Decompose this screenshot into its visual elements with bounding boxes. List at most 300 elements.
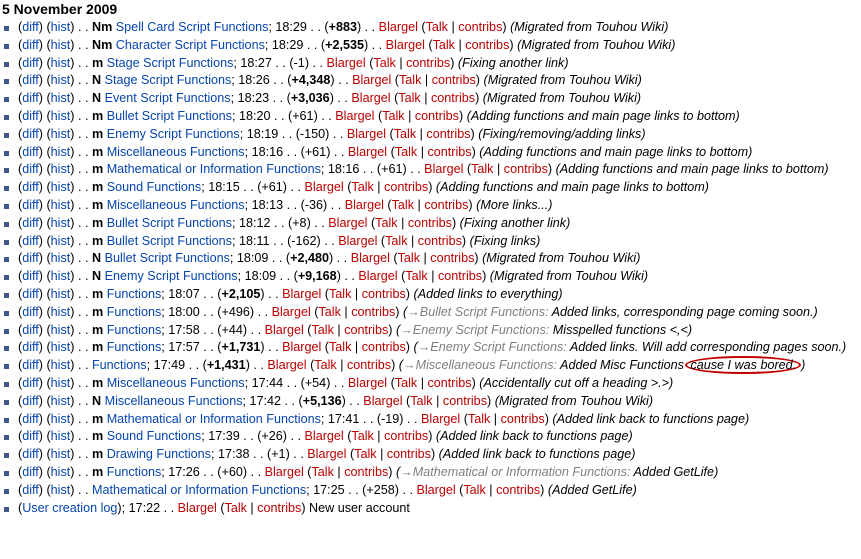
edit-flags: m bbox=[91, 286, 104, 301]
talk-link[interactable]: Talk bbox=[375, 215, 398, 230]
talk-link[interactable]: Talk bbox=[397, 251, 420, 266]
edit-time: 18:23 bbox=[237, 91, 270, 106]
edit-summary: (Added link back to functions page) bbox=[552, 411, 750, 426]
diff-link[interactable]: diff bbox=[22, 91, 39, 106]
talk-link[interactable]: Talk bbox=[394, 375, 418, 390]
contribs-link[interactable]: contribs bbox=[384, 429, 429, 444]
summary-text: Migrated from Touhou Wiki bbox=[498, 393, 649, 408]
contribs-link[interactable]: contribs bbox=[496, 482, 541, 497]
talk-link[interactable]: Talk bbox=[463, 482, 486, 497]
edit-summary: (More links...) bbox=[476, 197, 553, 212]
diff-link[interactable]: diff bbox=[22, 340, 39, 355]
contribs-link[interactable]: contribs bbox=[257, 500, 302, 515]
diff-link[interactable]: diff bbox=[22, 393, 39, 408]
section-name: Miscellaneous Functions: bbox=[415, 358, 557, 373]
hist-link[interactable]: hist bbox=[50, 393, 71, 408]
size-diff: +8 bbox=[292, 215, 307, 230]
user-link[interactable]: Blargel bbox=[271, 304, 311, 319]
page-link[interactable]: Miscellaneous Functions bbox=[106, 197, 245, 212]
user-link[interactable]: Blargel bbox=[347, 144, 388, 159]
edit-flags: m bbox=[91, 447, 104, 462]
edit-time: 17:58 bbox=[168, 322, 200, 337]
edit-flags: m bbox=[91, 464, 104, 479]
section-name: Enemy Script Functions: bbox=[430, 340, 567, 355]
diff-link[interactable]: diff bbox=[22, 269, 39, 284]
talk-link[interactable]: Talk bbox=[471, 162, 494, 177]
size-diff: +258 bbox=[366, 482, 395, 497]
contribs-link[interactable]: contribs bbox=[426, 126, 471, 141]
hist-link[interactable]: hist bbox=[50, 269, 71, 284]
change-row: (diff) (hist) . . Mathematical or Information Functions; 17:25 . . (+258) . . Blargel (Talk | contribs) (Added GetLife) bbox=[0, 482, 861, 500]
hist-link[interactable]: hist bbox=[50, 340, 71, 355]
contribs-link[interactable]: contribs bbox=[386, 447, 431, 462]
edit-time: 18:15 bbox=[208, 180, 240, 195]
contribs-link[interactable]: contribs bbox=[430, 251, 475, 266]
diff-link[interactable]: diff bbox=[22, 429, 39, 444]
user-link[interactable]: Blargel bbox=[267, 358, 307, 373]
edit-summary: (Migrated from Touhou Wiki) bbox=[482, 91, 642, 106]
edit-time: 17:22 bbox=[128, 500, 161, 515]
page-link[interactable]: Enemy Script Functions bbox=[104, 269, 238, 284]
section-arrow-link[interactable]: → bbox=[403, 358, 416, 373]
edit-flags: m bbox=[91, 55, 104, 70]
page-link[interactable]: Bullet Script Functions bbox=[104, 251, 230, 266]
hist-link[interactable]: hist bbox=[50, 73, 71, 88]
diff-link[interactable]: diff bbox=[22, 464, 39, 479]
edit-summary: (Migrated from Touhou Wiki) bbox=[510, 20, 669, 34]
user-link[interactable]: Blargel bbox=[347, 375, 388, 390]
summary-text: Migrated from Touhou Wiki bbox=[521, 37, 672, 52]
user-link[interactable]: Blargel bbox=[177, 500, 217, 515]
talk-link[interactable]: Talk bbox=[405, 269, 428, 284]
user-link[interactable]: Blargel bbox=[416, 482, 456, 497]
section-arrow-link[interactable]: → bbox=[400, 464, 413, 479]
diff-link[interactable]: diff bbox=[22, 482, 39, 497]
user-link[interactable]: Blargel bbox=[346, 126, 387, 141]
page-link[interactable]: Functions bbox=[91, 358, 147, 373]
change-row: (diff) (hist) . . m Enemy Script Functions; 18:19 . . (-150) . . Blargel (Talk | contribs) (Fixing/removing/adding links) bbox=[0, 126, 861, 144]
edit-summary: (→Enemy Script Functions: Added links. Will add corresponding pages soon.) bbox=[413, 340, 847, 355]
hist-link[interactable]: hist bbox=[50, 108, 71, 123]
diff-link[interactable]: diff bbox=[22, 20, 39, 34]
change-row: (diff) (hist) . . m Bullet Script Functions; 18:12 . . (+8) . . Blargel (Talk | contribs) (Fixing another link) bbox=[0, 215, 861, 233]
talk-link[interactable]: Talk bbox=[393, 126, 417, 141]
talk-link[interactable]: Talk bbox=[311, 322, 334, 337]
diff-link[interactable]: diff bbox=[22, 286, 39, 301]
change-row: (diff) (hist) . . m Bullet Script Functions; 18:20 . . (+61) . . Blargel (Talk | contribs) (Adding functions and main page links to bottom) bbox=[0, 108, 861, 126]
size-diff: +4,348 bbox=[291, 73, 331, 88]
size-diff: +2,105 bbox=[221, 286, 261, 301]
edit-time: 18:00 bbox=[168, 304, 200, 319]
diff-link[interactable]: diff bbox=[22, 215, 39, 230]
page-link[interactable]: Spell Card Script Functions bbox=[115, 20, 269, 34]
user-link[interactable]: Blargel bbox=[352, 73, 392, 88]
user-link[interactable]: Blargel bbox=[421, 411, 461, 426]
contribs-link[interactable]: contribs bbox=[361, 286, 406, 301]
change-row: (diff) (hist) . . m Mathematical or Information Functions; 18:16 . . (+61) . . Blargel (Talk | contribs) (Adding functions and main page links to bottom) bbox=[0, 161, 861, 179]
diff-link[interactable]: diff bbox=[22, 162, 39, 177]
user-link[interactable]: Blargel bbox=[326, 55, 366, 70]
hist-link[interactable]: hist bbox=[50, 375, 71, 390]
summary-text: Added link back to functions page bbox=[556, 411, 745, 426]
talk-link[interactable]: Talk bbox=[329, 286, 352, 301]
change-row: (diff) (hist) . . m Functions; 17:26 . . (+60) . . Blargel (Talk | contribs) (→Mathematical or Information Functions: Added GetLife) bbox=[0, 464, 861, 482]
diff-link[interactable]: diff bbox=[22, 144, 39, 159]
edit-flags: N bbox=[91, 251, 102, 266]
summary-text: Migrated from Touhou Wiki bbox=[514, 20, 665, 34]
edit-summary: (→Mathematical or Information Functions: Added GetLife) bbox=[396, 464, 719, 479]
size-diff: -19 bbox=[381, 411, 400, 426]
page-link[interactable]: Mathematical or Information Functions bbox=[106, 162, 321, 177]
summary-text: Added link back to functions page bbox=[440, 429, 629, 444]
diff-link[interactable]: diff bbox=[22, 197, 39, 212]
talk-link[interactable]: Talk bbox=[351, 429, 374, 444]
edit-flags: m bbox=[91, 340, 104, 355]
contribs-link[interactable]: contribs bbox=[458, 20, 503, 34]
diff-link[interactable]: diff bbox=[22, 55, 39, 70]
size-diff: -150 bbox=[299, 126, 326, 141]
talk-link[interactable]: Talk bbox=[467, 411, 491, 426]
edit-time: 18:29 bbox=[271, 37, 304, 52]
edit-time: 17:42 bbox=[249, 393, 282, 408]
change-row: (diff) (hist) . . m Drawing Functions; 17:38 . . (+1) . . Blargel (Talk | contribs) (Added link back to functions page) bbox=[0, 446, 861, 464]
user-link[interactable]: Blargel bbox=[328, 215, 368, 230]
hist-link[interactable]: hist bbox=[50, 126, 71, 141]
user-link[interactable]: Blargel bbox=[358, 269, 398, 284]
talk-link[interactable]: Talk bbox=[314, 358, 337, 373]
edit-time: 18:27 bbox=[240, 55, 272, 70]
contribs-link[interactable]: contribs bbox=[437, 269, 483, 284]
edit-time: 18:09 bbox=[244, 269, 277, 284]
diff-link[interactable]: diff bbox=[22, 375, 39, 390]
size-diff: +5,136 bbox=[302, 393, 342, 408]
page-link[interactable]: Bullet Script Functions bbox=[106, 215, 232, 230]
diff-link[interactable]: diff bbox=[22, 73, 39, 88]
edit-time: 17:57 bbox=[168, 340, 200, 355]
edit-flags: m bbox=[91, 126, 104, 141]
size-diff: -162 bbox=[291, 233, 317, 248]
size-diff: +61 bbox=[304, 144, 327, 159]
edit-time: 18:16 bbox=[327, 162, 360, 177]
size-diff: +61 bbox=[381, 162, 403, 177]
page-link[interactable]: Miscellaneous Functions bbox=[106, 375, 245, 390]
talk-link[interactable]: Talk bbox=[425, 20, 448, 34]
diff-link[interactable]: diff bbox=[22, 411, 39, 426]
talk-link[interactable]: Talk bbox=[391, 197, 415, 212]
edit-summary: (Adding functions and main page links to bottom) bbox=[555, 162, 829, 177]
page-link[interactable]: Functions bbox=[106, 322, 162, 337]
section-arrow-link[interactable]: → bbox=[417, 340, 431, 355]
hist-link[interactable]: hist bbox=[50, 251, 71, 266]
edit-time: 18:12 bbox=[238, 215, 271, 230]
diff-link[interactable]: diff bbox=[22, 233, 39, 248]
user-creation-log-link[interactable]: User creation log bbox=[22, 500, 118, 515]
edit-flags: m bbox=[91, 108, 104, 123]
change-row: (diff) (hist) . . N Bullet Script Functions; 18:09 . . (+2,480) . . Blargel (Talk | contribs) (Migrated from Touhou Wiki) bbox=[0, 250, 861, 268]
edit-summary: (Migrated from Touhou Wiki) bbox=[517, 37, 676, 52]
edit-summary: (Adding functions and main page links to bottom) bbox=[435, 180, 709, 195]
edit-summary: (Migrated from Touhou Wiki) bbox=[494, 393, 654, 408]
contribs-link[interactable]: contribs bbox=[406, 55, 451, 70]
user-link[interactable]: Blargel bbox=[304, 180, 344, 195]
hist-link[interactable]: hist bbox=[50, 91, 71, 106]
user-link[interactable]: Blargel bbox=[363, 393, 403, 408]
summary-text: Adding functions and main page links to bottom bbox=[483, 144, 749, 159]
hist-link[interactable]: hist bbox=[50, 233, 71, 248]
edit-time: 17:49 bbox=[153, 358, 186, 373]
diff-link[interactable]: diff bbox=[22, 304, 39, 319]
contribs-link[interactable]: contribs bbox=[361, 340, 406, 355]
change-row: (diff) (hist) . . m Stage Script Functions; 18:27 . . (-1) . . Blargel (Talk | contribs) (Fixing another link) bbox=[0, 55, 861, 73]
change-row: (diff) (hist) . . N Miscellaneous Functions; 17:42 . . (+5,136) . . Blargel (Talk | contribs) (Migrated from Touhou Wiki) bbox=[0, 393, 861, 411]
change-row: (diff) (hist) . . m Sound Functions; 18:15 . . (+61) . . Blargel (Talk | contribs) (Adding functions and main page links to bottom) bbox=[0, 179, 861, 197]
hist-link[interactable]: hist bbox=[50, 447, 71, 462]
user-link[interactable]: Blargel bbox=[351, 91, 391, 106]
summary-text: Fixing links bbox=[473, 233, 537, 248]
talk-link[interactable]: Talk bbox=[351, 180, 374, 195]
user-link[interactable]: Blargel bbox=[378, 20, 418, 34]
user-link[interactable]: Blargel bbox=[350, 251, 390, 266]
size-diff: +2,535 bbox=[325, 37, 364, 52]
talk-link[interactable]: Talk bbox=[354, 447, 377, 462]
summary-text: Added GetLife bbox=[552, 482, 633, 497]
page-link[interactable]: Mathematical or Information Functions bbox=[106, 411, 321, 426]
diff-link[interactable]: diff bbox=[22, 251, 39, 266]
hist-link[interactable]: hist bbox=[50, 286, 71, 301]
user-link[interactable]: Blargel bbox=[282, 340, 322, 355]
edit-summary: (Migrated from Touhou Wiki) bbox=[489, 269, 649, 284]
user-link[interactable]: Blargel bbox=[344, 197, 384, 212]
edit-time: 18:20 bbox=[238, 108, 271, 123]
size-diff: +1,431 bbox=[206, 358, 246, 373]
user-link[interactable]: Blargel bbox=[264, 322, 304, 337]
edit-summary: (→Enemy Script Functions: Misspelled functions <,<) bbox=[396, 322, 693, 337]
change-row: (diff) (hist) . . m Functions; 18:00 . . (+496) . . Blargel (Talk | contribs) (→Bullet Script Functions: Added links, corresponding page coming soon.) bbox=[0, 304, 861, 322]
change-row: (diff) (hist) . . Functions; 17:49 . . (+1,431) . . Blargel (Talk | contribs) (→Miscellaneous Functions: Added Misc Functions cause I was bored. ) bbox=[0, 357, 861, 375]
contribs-link[interactable]: contribs bbox=[414, 108, 459, 123]
changes-list bbox=[0, 19, 861, 517]
section-arrow-link[interactable]: → bbox=[407, 304, 420, 319]
talk-link[interactable]: Talk bbox=[385, 233, 408, 248]
summary-text: More links... bbox=[480, 197, 549, 212]
change-row: (diff) (hist) . . m Miscellaneous Functions; 18:16 . . (+61) . . Blargel (Talk | contribs) (Adding functions and main page links to bottom) bbox=[0, 144, 861, 162]
hist-link[interactable]: hist bbox=[50, 37, 71, 52]
size-diff: +1 bbox=[271, 447, 286, 462]
edit-summary: (Added GetLife) bbox=[547, 482, 637, 497]
contribs-link[interactable]: contribs bbox=[500, 411, 545, 426]
page-link[interactable]: Mathematical or Information Functions bbox=[91, 482, 307, 497]
summary-text: Migrated from Touhou Wiki bbox=[486, 251, 637, 266]
contribs-link[interactable]: contribs bbox=[344, 464, 389, 479]
contribs-link[interactable]: contribs bbox=[427, 144, 472, 159]
user-link[interactable]: Blargel bbox=[307, 447, 347, 462]
page-link[interactable]: Drawing Functions bbox=[106, 447, 211, 462]
size-diff: +54 bbox=[304, 375, 327, 390]
change-row: (diff) (hist) . . m Miscellaneous Functions; 17:44 . . (+54) . . Blargel (Talk | contribs) (Accidentally cut off a heading >.>) bbox=[0, 375, 861, 393]
section-autocomment bbox=[407, 305, 548, 319]
contribs-link[interactable]: contribs bbox=[431, 73, 476, 88]
contribs-link[interactable]: contribs bbox=[465, 37, 510, 52]
contribs-link[interactable]: contribs bbox=[427, 375, 472, 390]
edit-flags: m bbox=[91, 322, 104, 337]
change-row: (diff) (hist) . . N Event Script Functions; 18:23 . . (+3,036) . . Blargel (Talk | contribs) (Migrated from Touhou Wiki) bbox=[0, 90, 861, 108]
section-name: Mathematical or Information Functions: bbox=[412, 464, 631, 479]
page-link[interactable]: Functions bbox=[106, 464, 162, 479]
page-link[interactable]: Stage Script Functions bbox=[106, 55, 234, 70]
hist-link[interactable]: hist bbox=[50, 144, 71, 159]
edit-flags: Nm bbox=[91, 37, 113, 52]
user-link[interactable]: Blargel bbox=[424, 162, 464, 177]
size-diff: +9,168 bbox=[297, 269, 337, 284]
summary-text: Added links. Will add corresponding pages soon. bbox=[569, 340, 843, 355]
edit-time: 17:25 bbox=[313, 482, 345, 497]
edit-summary: (Fixing another link) bbox=[457, 55, 569, 70]
page-link[interactable]: Functions bbox=[106, 286, 162, 301]
contribs-link[interactable]: contribs bbox=[346, 358, 392, 373]
edit-time: 18:09 bbox=[236, 251, 269, 266]
page-link[interactable]: Miscellaneous Functions bbox=[104, 393, 243, 408]
edit-time: 18:07 bbox=[168, 286, 200, 301]
talk-link[interactable]: Talk bbox=[432, 37, 455, 52]
edit-summary: (Fixing/removing/adding links) bbox=[478, 126, 646, 141]
contribs-link[interactable]: contribs bbox=[344, 322, 389, 337]
edit-summary: (Migrated from Touhou Wiki) bbox=[482, 251, 641, 266]
section-autocomment bbox=[403, 358, 557, 372]
user-link[interactable]: Blargel bbox=[304, 429, 344, 444]
page-link[interactable]: Event Script Functions bbox=[104, 91, 231, 106]
size-diff: +61 bbox=[261, 180, 283, 195]
edit-summary: (→Bullet Script Functions: Added links, corresponding page coming soon.) bbox=[403, 304, 818, 319]
hist-link[interactable]: hist bbox=[50, 411, 71, 426]
hist-link[interactable]: hist bbox=[50, 55, 71, 70]
size-diff: -36 bbox=[304, 197, 324, 212]
user-link[interactable]: Blargel bbox=[338, 233, 378, 248]
talk-link[interactable]: Talk bbox=[224, 500, 247, 515]
change-row: (diff) (hist) . . m Bullet Script Functions; 18:11 . . (-162) . . Blargel (Talk | contribs) (Fixing links) bbox=[0, 233, 861, 251]
summary-text: Fixing/removing/adding links bbox=[482, 126, 642, 141]
size-diff: +44 bbox=[221, 322, 243, 337]
change-row: (diff) (hist) . . Nm Character Script Functions; 18:29 . . (+2,535) . . Blargel (Talk | contribs) (Migrated from Touhou Wiki) bbox=[0, 37, 861, 55]
summary-text: Added GetLife bbox=[633, 464, 715, 479]
edit-summary: (Accidentally cut off a heading >.>) bbox=[479, 375, 674, 390]
edit-flags: N bbox=[91, 73, 102, 88]
contribs-link[interactable]: contribs bbox=[430, 91, 476, 106]
diff-link[interactable]: diff bbox=[22, 108, 39, 123]
hist-link[interactable]: hist bbox=[50, 215, 71, 230]
diff-link[interactable]: diff bbox=[22, 322, 39, 337]
contribs-link[interactable]: contribs bbox=[442, 393, 487, 408]
user-link[interactable]: Blargel bbox=[385, 37, 425, 52]
hist-link[interactable]: hist bbox=[50, 304, 71, 319]
size-diff: -1 bbox=[293, 55, 305, 70]
page-link[interactable]: Sound Functions bbox=[106, 429, 202, 444]
diff-link[interactable]: diff bbox=[22, 180, 39, 195]
log-row: (User creation log); 17:22 . . Blargel (Talk | contribs) New user account bbox=[0, 500, 861, 518]
circled-annotation: cause I was bored. bbox=[685, 356, 801, 374]
page-link[interactable]: Enemy Script Functions bbox=[106, 126, 240, 141]
change-row: (diff) (hist) . . m Functions; 18:07 . . (+2,105) . . Blargel (Talk | contribs) (Added links to everything) bbox=[0, 286, 861, 304]
size-diff: +61 bbox=[292, 108, 314, 123]
summary-text: Misspelled functions <,< bbox=[552, 322, 688, 337]
talk-link[interactable]: Talk bbox=[394, 144, 418, 159]
page-link[interactable]: Functions bbox=[106, 304, 162, 319]
talk-link[interactable]: Talk bbox=[398, 91, 421, 106]
hist-link[interactable]: hist bbox=[50, 20, 71, 34]
edit-flags: m bbox=[91, 162, 104, 177]
hist-link[interactable]: hist bbox=[50, 322, 71, 337]
hist-link[interactable]: hist bbox=[50, 180, 71, 195]
summary-text: Fixing another link bbox=[462, 55, 565, 70]
section-autocomment bbox=[400, 465, 630, 479]
talk-link[interactable]: Talk bbox=[399, 73, 422, 88]
user-link[interactable]: Blargel bbox=[264, 464, 304, 479]
edit-time: 17:39 bbox=[208, 429, 240, 444]
hist-link[interactable]: hist bbox=[50, 358, 71, 373]
talk-link[interactable]: Talk bbox=[311, 464, 334, 479]
change-row: (diff) (hist) . . Nm Spell Card Script Functions; 18:29 . . (+883) . . Blargel (Talk | contribs) (Migrated from Touhou Wiki) bbox=[0, 19, 861, 37]
hist-link[interactable]: hist bbox=[50, 197, 71, 212]
talk-link[interactable]: Talk bbox=[410, 393, 433, 408]
page-link[interactable]: Stage Script Functions bbox=[104, 73, 232, 88]
edit-summary: (→Miscellaneous Functions: Added Misc Functions cause I was bored. ) bbox=[398, 358, 806, 373]
log-text: New user account bbox=[309, 500, 410, 515]
change-row: (diff) (hist) . . m Functions; 17:58 . . (+44) . . Blargel (Talk | contribs) (→Enemy Script Functions: Misspelled functions <,<) bbox=[0, 322, 861, 340]
summary-text: Added Misc Functions bbox=[560, 358, 684, 373]
user-link[interactable]: Blargel bbox=[282, 286, 322, 301]
section-name: Bullet Script Functions: bbox=[419, 304, 549, 319]
talk-link[interactable]: Talk bbox=[318, 304, 341, 319]
edit-summary: (Adding functions and main page links to bottom) bbox=[466, 108, 740, 123]
talk-link[interactable]: Talk bbox=[373, 55, 396, 70]
page-link[interactable]: Bullet Script Functions bbox=[106, 233, 232, 248]
hist-link[interactable]: hist bbox=[50, 429, 71, 444]
hist-link[interactable]: hist bbox=[50, 482, 71, 497]
diff-link[interactable]: diff bbox=[22, 358, 39, 373]
contribs-link[interactable]: contribs bbox=[424, 197, 469, 212]
user-link[interactable]: Blargel bbox=[335, 108, 375, 123]
edit-time: 17:41 bbox=[327, 411, 360, 426]
diff-link[interactable]: diff bbox=[22, 126, 39, 141]
hist-link[interactable]: hist bbox=[50, 162, 71, 177]
diff-link[interactable]: diff bbox=[22, 37, 39, 52]
edit-summary: (Added link back to functions page) bbox=[435, 429, 633, 444]
edit-time: 18:13 bbox=[251, 197, 284, 212]
summary-text: Added link back to functions page bbox=[442, 447, 632, 462]
edit-time: 18:26 bbox=[238, 73, 270, 88]
section-arrow-link[interactable]: → bbox=[400, 322, 413, 337]
page-link[interactable]: Bullet Script Functions bbox=[106, 108, 232, 123]
contribs-link[interactable]: contribs bbox=[503, 162, 548, 177]
edit-time: 18:19 bbox=[246, 126, 279, 141]
page-link[interactable]: Character Script Functions bbox=[115, 37, 265, 52]
edit-summary: (Fixing another link) bbox=[459, 215, 571, 230]
contribs-link[interactable]: contribs bbox=[407, 215, 452, 230]
page-link[interactable]: Sound Functions bbox=[106, 180, 202, 195]
talk-link[interactable]: Talk bbox=[382, 108, 405, 123]
contribs-link[interactable]: contribs bbox=[417, 233, 462, 248]
contribs-link[interactable]: contribs bbox=[351, 304, 396, 319]
page-link[interactable]: Functions bbox=[106, 340, 162, 355]
summary-text: Accidentally cut off a heading >.> bbox=[483, 375, 670, 390]
diff-link[interactable]: diff bbox=[22, 447, 39, 462]
contribs-link[interactable]: contribs bbox=[384, 180, 429, 195]
hist-link[interactable]: hist bbox=[50, 464, 71, 479]
page-link[interactable]: Miscellaneous Functions bbox=[106, 144, 245, 159]
change-row: (diff) (hist) . . N Stage Script Functions; 18:26 . . (+4,348) . . Blargel (Talk | contribs) (Migrated from Touhou Wiki) bbox=[0, 72, 861, 90]
talk-link[interactable]: Talk bbox=[329, 340, 352, 355]
size-diff: +3,036 bbox=[290, 91, 330, 106]
edit-flags: m bbox=[91, 215, 104, 230]
